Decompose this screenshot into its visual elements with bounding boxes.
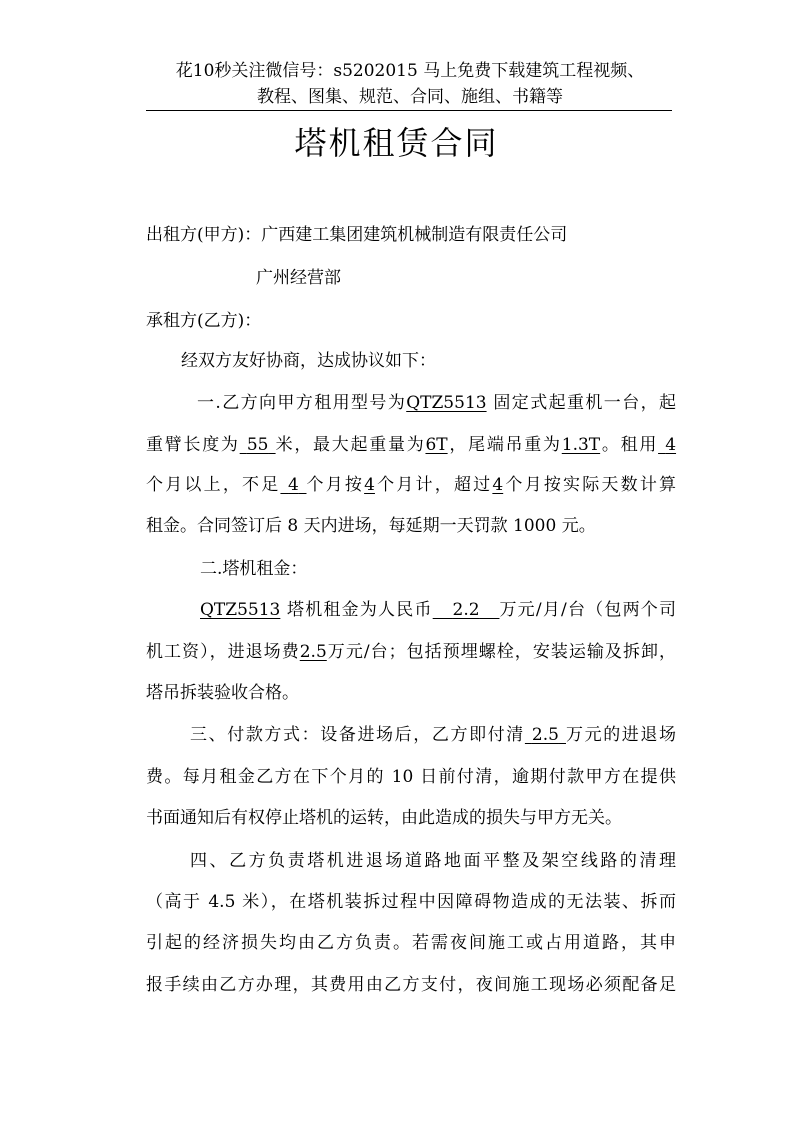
clause2-line3: 塔吊拆装验收合格。 [146, 683, 299, 703]
intro-text: 经双方友好协商，达成协议如下： [181, 351, 436, 371]
header-line-2: 教程、图集、规范、合同、施组、书籍等 [257, 87, 563, 107]
clause3-line2: 费。每月租金乙方在下个月的 10 日前付清，逾期付款甲方在提供 [146, 767, 676, 787]
document-title: 塔机租赁合同 [294, 124, 499, 162]
clause1-line2: 重臂长度为 55 米，最大起重量为6T，尾端吊重为1.3T。租用 4 [146, 435, 677, 455]
clause3-fee: 2.5 [531, 725, 559, 745]
clause2-line2: 机工资），进退场费2.5万元/台；包括预埋螺栓，安装运输及拆卸， [146, 642, 677, 662]
clause1-line3: 个月以上，不足 4 个月按4个月计，超过4个月按实际天数计算 [146, 475, 677, 495]
clause4-line4: 报手续由乙方办理，其费用由乙方支付，夜间施工现场必须配备足 [146, 975, 676, 995]
clause1-model: QTZ5513 [406, 393, 487, 413]
lessor-dept: 广州经营部 [256, 268, 341, 288]
clause1-months: 4 [665, 435, 677, 455]
clause4-line3: 引起的经济损失均由乙方负责。若需夜间施工或占用道路，其申 [146, 933, 676, 953]
clause2-rent: 2.2 [452, 600, 480, 620]
clause2-model: QTZ5513 [200, 600, 281, 620]
clause2-entry-fee: 2.5 [299, 642, 327, 662]
page-header [130, 58, 690, 110]
clause1-tail-load: 1.3T [561, 435, 601, 455]
clause2-heading: 二.塔机租金： [200, 559, 308, 579]
clause4-line2: （高于 4.5 米），在塔机装拆过程中因障碍物造成的无法装、拆而 [146, 892, 676, 912]
lessor-name: 广西建工集团建筑机械制造有限责任公司 [261, 225, 568, 245]
clause1-line1: 一.乙方向甲方租用型号为QTZ5513 固定式起重机一台，起 [197, 393, 677, 413]
clause2-line1: QTZ5513 塔机租金为人民币 2.2 万元/月/台（包两个司 [200, 600, 677, 620]
clause3-line1: 三、付款方式：设备进场后，乙方即付清 2.5 万元的进退场 [190, 725, 677, 745]
clause1-months-3: 4 [364, 475, 375, 495]
clause1-months-4: 4 [492, 475, 504, 495]
clause1-months-2: 4 [288, 475, 299, 495]
clause1-max-load: 6T [425, 435, 448, 455]
clause4-line1: 四、乙方负责塔机进退场道路地面平整及架空线路的清理 [190, 851, 676, 871]
header-rule [146, 110, 672, 111]
clause1-line4: 租金。合同签订后 8 天内进场，每延期一天罚款 1000 元。 [146, 516, 596, 536]
lessor-line [146, 223, 676, 247]
clause1-arm-length: 55 [246, 435, 269, 455]
clause3-line3: 书面通知后有权停止塔机的运转，由此造成的损失与甲方无关。 [146, 808, 622, 828]
header-line-1: 花10秒关注微信号：s5202015 马上免费下载建筑工程视频、 [175, 61, 645, 81]
lessee-label: 承租方(乙方)： [146, 311, 262, 331]
lessor-label: 出租方(甲方)： [146, 225, 262, 245]
